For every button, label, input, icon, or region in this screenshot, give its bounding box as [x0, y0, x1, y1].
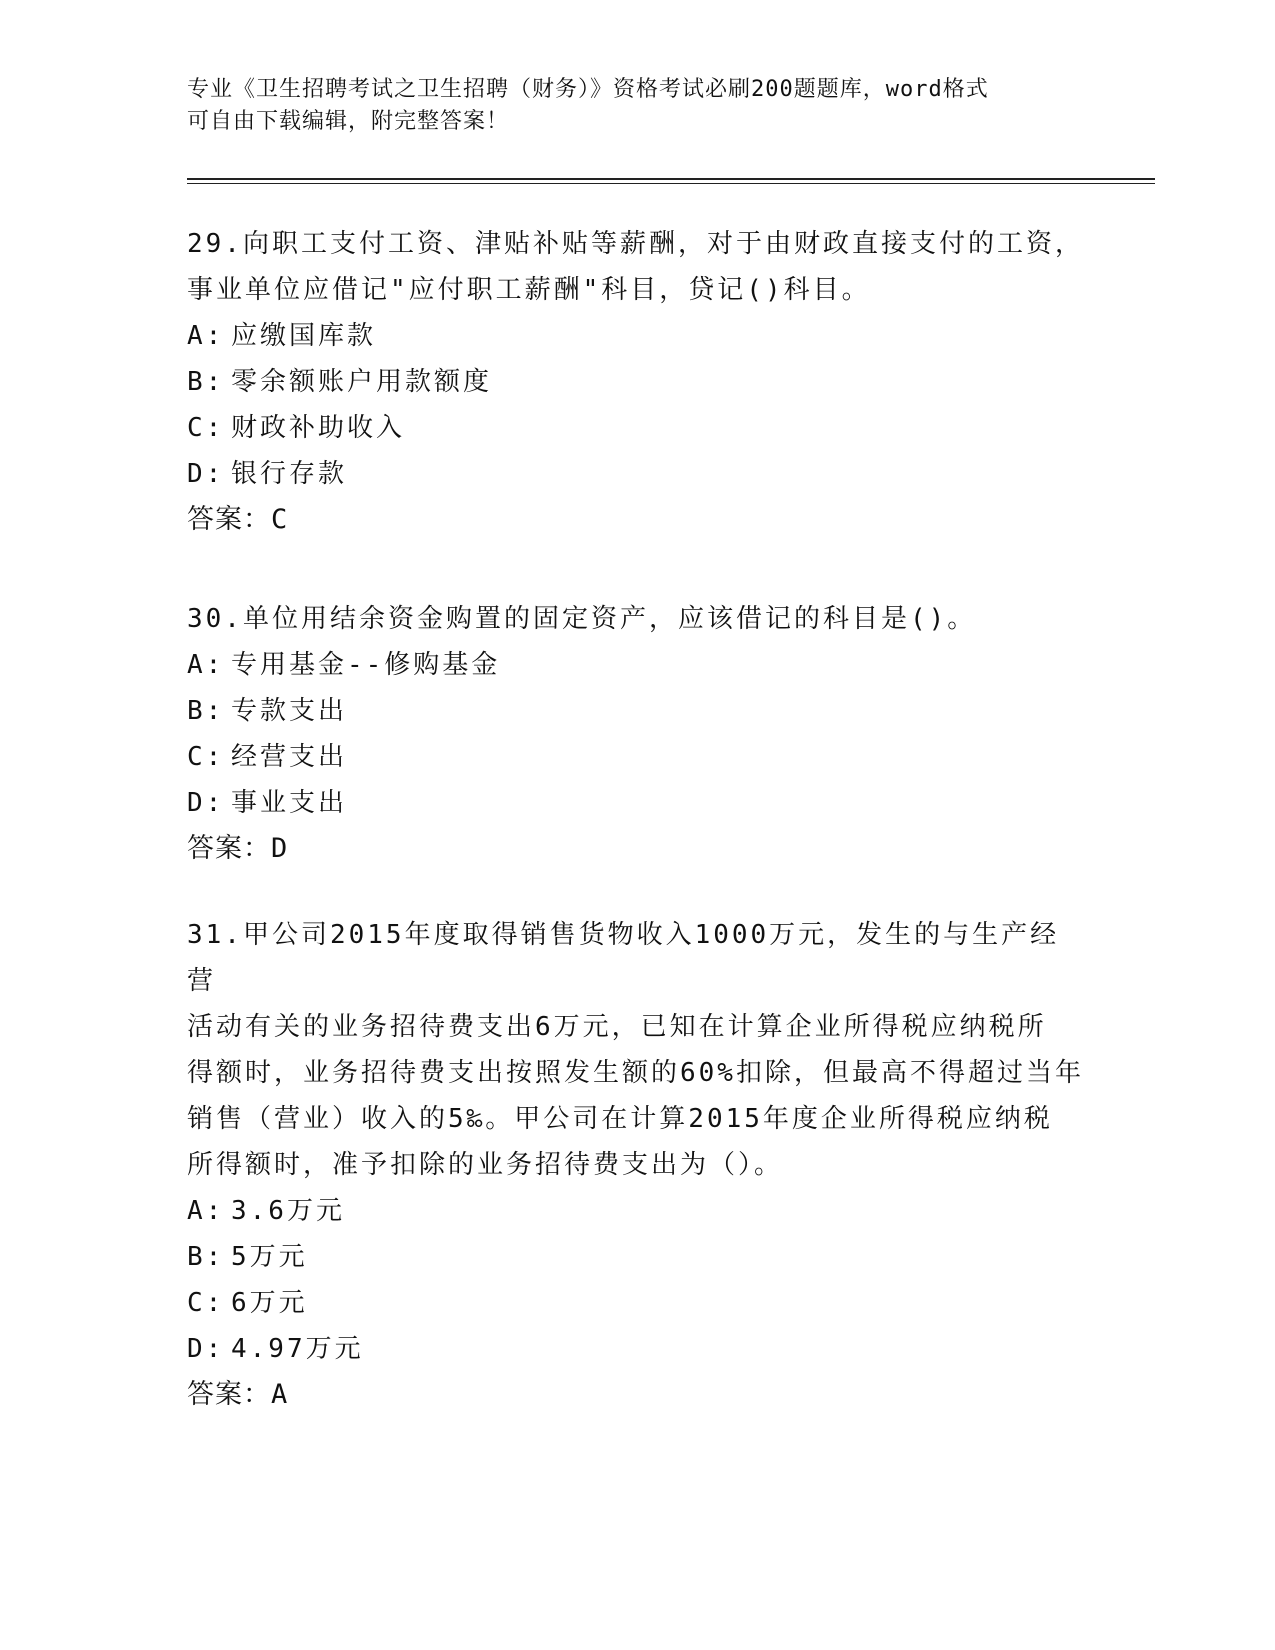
option-letter: D:: [187, 788, 225, 818]
question-stem-line: 所得额时，准予扣除的业务招待费支出为（）。: [187, 1150, 784, 1180]
option-text: 财政补助收入: [231, 413, 406, 443]
option-letter: B:: [187, 367, 225, 397]
option-letter: C:: [187, 1288, 225, 1318]
option-letter: B:: [187, 1242, 225, 1272]
option-letter: D:: [187, 459, 225, 489]
header-line-1: 专业《卫生招聘考试之卫生招聘（财务）》资格考试必刷200题题库，word格式: [187, 77, 989, 102]
option-text: 应缴国库款: [231, 321, 377, 351]
option-text: 专款支出: [231, 696, 348, 726]
option-text: 3.6万元: [231, 1196, 345, 1226]
option-letter: D:: [187, 1334, 225, 1364]
option-text: 6万元: [231, 1288, 308, 1318]
option-c: [187, 1280, 1087, 1326]
option-a: [187, 1188, 1087, 1234]
option-c: [187, 734, 1087, 780]
question-stem-line: 29.向职工支付工资、津贴补贴等薪酬，对于由财政直接支付的工资，: [187, 229, 1084, 259]
option-b: [187, 1234, 1087, 1280]
option-text: 专用基金--修购基金: [231, 650, 501, 680]
option-letter: C:: [187, 413, 225, 443]
answer-line: [187, 1372, 1087, 1418]
answer-line: [187, 497, 1087, 543]
question-stem-line: 活动有关的业务招待费支出6万元，已知在计算企业所得税应纳税所: [187, 1012, 1047, 1042]
question-stem-line: 31.甲公司2015年度取得销售货物收入1000万元，发生的与生产经营: [187, 920, 1060, 996]
option-letter: A:: [187, 1196, 225, 1226]
option-text: 零余额账户用款额度: [231, 367, 493, 397]
header-rule-thin: [187, 183, 1155, 184]
header-line-2: 可自由下载编辑，附完整答案！: [187, 109, 510, 134]
question-31: [187, 912, 1087, 1418]
option-d: [187, 780, 1087, 826]
option-text: 事业支出: [231, 788, 348, 818]
option-text: 5万元: [231, 1242, 308, 1272]
question-stem-line: 30.单位用结余资金购置的固定资产，应该借记的科目是()。: [187, 604, 977, 634]
option-a: [187, 642, 1087, 688]
option-b: [187, 688, 1087, 734]
answer-line: [187, 826, 1087, 872]
question-stem-line: 事业单位应借记"应付职工薪酬"科目，贷记()科目。: [187, 275, 871, 305]
option-d: [187, 1326, 1087, 1372]
question-stem-line: 得额时，业务招待费支出按照发生额的60%扣除，但最高不得超过当年: [187, 1058, 1084, 1088]
question-stem-line: 销售（营业）收入的5‰。甲公司在计算2015年度企业所得税应纳税: [187, 1104, 1053, 1134]
document-header: [187, 74, 1067, 138]
option-b: [187, 359, 1087, 405]
option-a: [187, 313, 1087, 359]
answer-value: A: [271, 1379, 289, 1410]
option-letter: A:: [187, 650, 225, 680]
answer-value: C: [271, 504, 289, 535]
option-d: [187, 451, 1087, 497]
option-letter: B:: [187, 696, 225, 726]
answer-label: 答案：: [187, 1379, 271, 1410]
option-letter: C:: [187, 742, 225, 772]
question-30: [187, 596, 1087, 872]
option-text: 4.97万元: [231, 1334, 364, 1364]
answer-value: D: [271, 833, 289, 864]
header-rule-thick: [187, 178, 1155, 180]
question-29: [187, 221, 1087, 543]
option-c: [187, 405, 1087, 451]
answer-label: 答案：: [187, 833, 271, 864]
option-letter: A:: [187, 321, 225, 351]
option-text: 银行存款: [231, 459, 348, 489]
option-text: 经营支出: [231, 742, 348, 772]
answer-label: 答案：: [187, 504, 271, 535]
